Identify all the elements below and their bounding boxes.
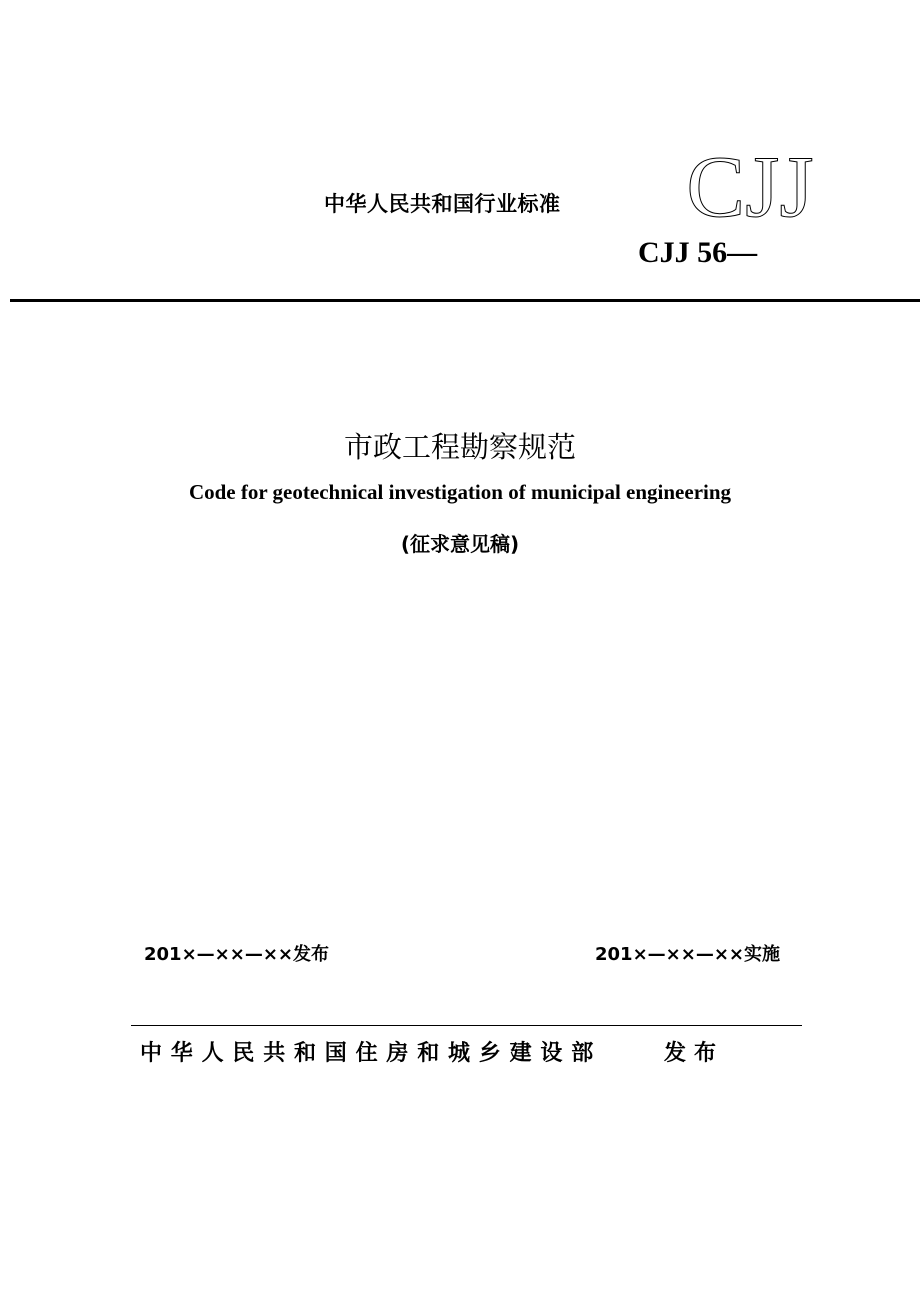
document-title-english: Code for geotechnical investigation of municipal engineering [188, 480, 732, 504]
cjj-logo [676, 132, 824, 228]
footer-divider [131, 1025, 802, 1026]
standard-code: CJJ 56— [638, 236, 758, 269]
publish-label: 发布 [664, 1041, 725, 1066]
draft-status-label: (征求意见稿) [400, 532, 520, 556]
effective-date: 201×—××—××实施 [595, 944, 780, 965]
document-title-chinese: 市政工程勘察规范 [343, 430, 576, 464]
standard-category-label: 中华人民共和国行业标准 [324, 192, 561, 216]
header-divider [10, 299, 920, 302]
publisher-name: 中华人民共和国住房和城乡建设部 [140, 1041, 603, 1066]
cjj-logo-text: CJJ [686, 139, 814, 228]
issue-date: 201×—××—××发布 [144, 944, 329, 965]
